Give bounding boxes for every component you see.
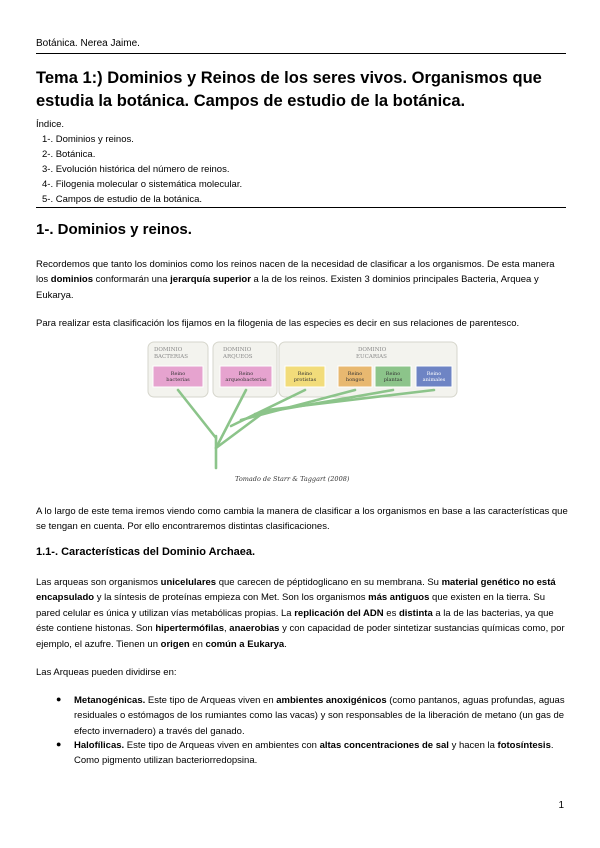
subsection-heading: 1.1-. Características del Dominio Archaea. xyxy=(36,546,256,558)
tree-branch xyxy=(216,410,267,448)
kingdom-label: Reino xyxy=(347,371,363,377)
kingdom-label: Reino xyxy=(297,371,313,377)
list-item: Metanogénicas. Este tipo de Arqueas viven en ambientes anoxigénicos (como pantanos, aguas profundas, aguas residuales o estómagos de los rumiantes como las vacas) y son responsables de la liberación de metano (un gas de efecto invernadero) a través del ganado. xyxy=(74,695,565,737)
index-item: 1-. Dominios y reinos. xyxy=(42,134,134,145)
paragraph: Las Arqueas pueden dividirse en: xyxy=(36,667,177,678)
kingdom-label: arqueobacterias xyxy=(225,377,267,383)
section-heading: 1-. Dominios y reinos. xyxy=(36,221,192,238)
domain-label: DOMINIO xyxy=(154,347,183,353)
kingdom-label: Reino xyxy=(426,371,442,377)
domain-label: ARQUEOS xyxy=(223,354,253,360)
running-header: Botánica. Nerea Jaime. xyxy=(36,38,140,49)
paragraph: Para realizar esta clasificación los fijamos en la filogenia de las especies es decir en sus relaciones de parentesco. xyxy=(36,318,520,329)
domain-label: DOMINIO xyxy=(223,347,252,353)
kingdom-label: animales xyxy=(422,377,446,383)
index-label: Índice. xyxy=(36,119,64,130)
kingdom-label: Reino xyxy=(170,371,186,377)
bullet-icon: ● xyxy=(56,694,62,704)
list-item: Halofílicas. Este tipo de Arqueas viven en ambientes con altas concentraciones de sal y hacen la fotosíntesis. Como pigmento utilizan bacteriorredopsina. xyxy=(74,740,554,767)
index-item: 5-. Campos de estudio de la botánica. xyxy=(42,194,203,205)
figure-caption: Tomado de Starr & Taggart (2008) xyxy=(235,475,350,483)
paragraph: Recordemos que tanto los dominios como los reinos nacen de la necesidad de clasificar a los organismos. De esta manera los dominios conformarán una jerarquía superior a la de los reinos. Existen 3 dominios principales Bacteria, Arquea y Eukarya. xyxy=(36,259,555,301)
domain-label: EUCARIAS xyxy=(356,354,387,360)
index-item: 4-. Filogenia molecular o sistemática molecular. xyxy=(42,179,243,190)
index-item: 2-. Botánica. xyxy=(42,149,96,160)
page-number: 1 xyxy=(558,800,564,811)
kingdom-label: bacterias xyxy=(166,377,190,383)
kingdom-label: plantas xyxy=(383,377,403,383)
paragraph: Las arqueas son organismos unicelulares que carecen de péptidoglicano en su membrana. Su material genético no está encapsulado y la síntesis de proteínas empieza con Met. Son los organismos más antiguos que existen en la tierra. Su pared celular es única y utilizan vías metabólicas propias. La replicación del ADN es distinta a la de las bacterias, ya que éste contiene histonas. Son hipertermófilas, anaerobias y con capacidad de poder sintetizar sustancias químicas como, por ejemplo, el azufre. Tienen un origen en común a Eukarya. xyxy=(36,577,565,650)
domains-figure xyxy=(145,338,460,490)
kingdom-label: hongos xyxy=(345,377,365,383)
page-title: Tema 1:) Dominios y Reinos de los seres vivos. Organismos que estudia la botánica. Campos de estudio de la botánica. xyxy=(36,69,542,110)
index-divider xyxy=(36,207,566,208)
kingdom-label: protistas xyxy=(293,377,317,383)
kingdom-label: Reino xyxy=(385,371,401,377)
phylogenetic-tree xyxy=(178,390,434,468)
bullet-icon: ● xyxy=(56,739,62,749)
index-item: 3-. Evolución histórica del número de reinos. xyxy=(42,164,230,175)
header-divider xyxy=(36,53,566,54)
domain-label: DOMINIO xyxy=(358,347,387,353)
kingdom-label: Reino xyxy=(238,371,254,377)
domain-label: BACTERIAS xyxy=(154,354,188,360)
paragraph: A lo largo de este tema iremos viendo como cambia la manera de clasificar a los organismos en base a las características que se tengan en cuenta. Por ello encontraremos distintas clasificaciones. xyxy=(36,506,568,533)
